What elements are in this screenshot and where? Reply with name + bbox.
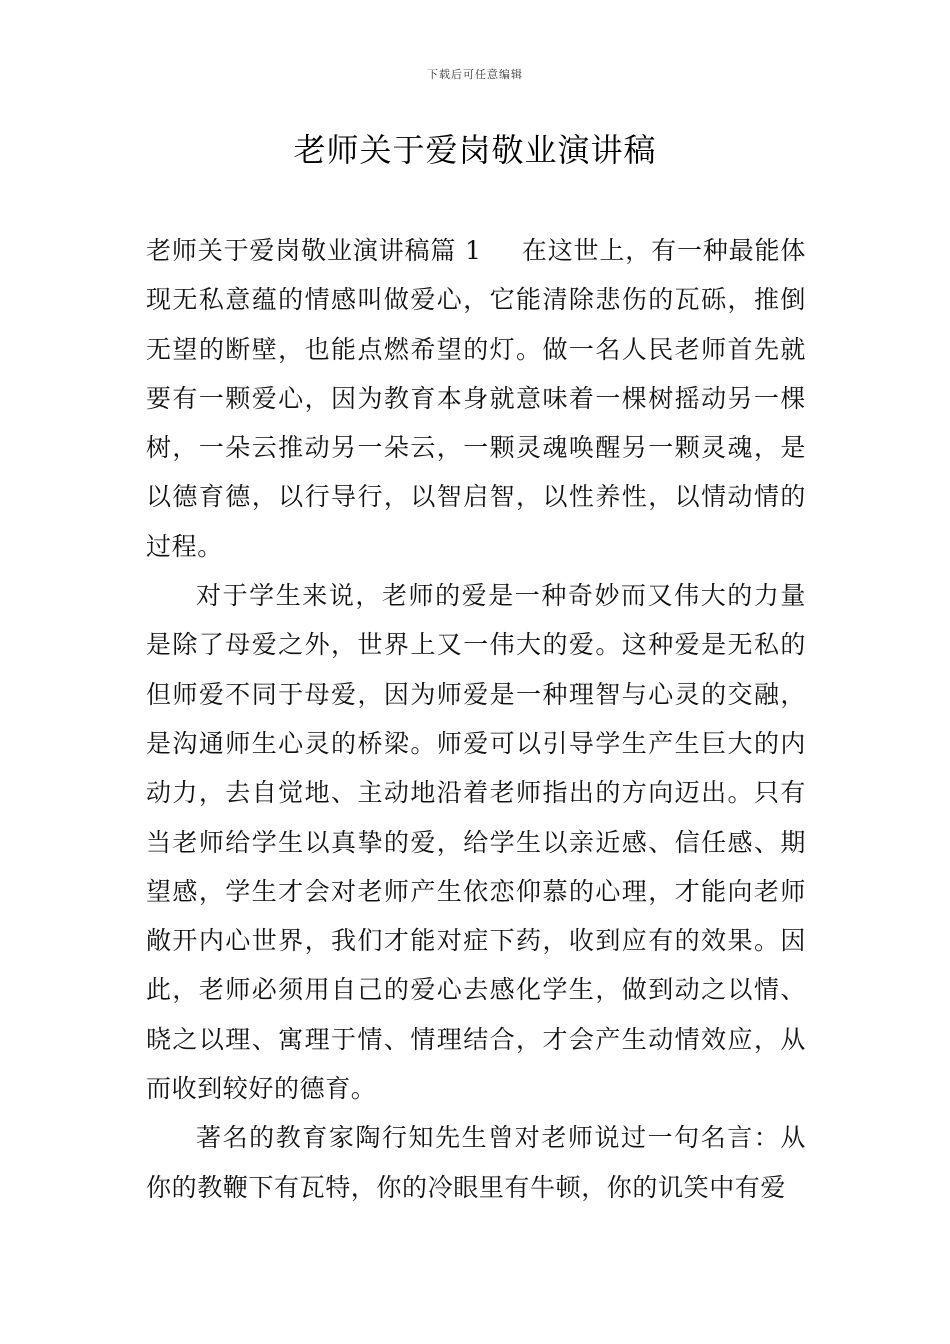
document-title: 老师关于爱岗敬业演讲稿 (293, 131, 657, 169)
section-heading: 老师关于爱岗敬业演讲稿篇 1 (146, 236, 482, 265)
paragraph-3: 著名的教育家陶行知先生曾对老师说过一句名言：从你的教鞭下有瓦特，你的冷眼里有牛顿，你的讥笑中有爱 (146, 1123, 806, 1202)
paragraph-1-text: 在这世上，有一种最能体现无私意蕴的情感叫做爱心，它能清除悲伤的瓦砾，推倒无望的断壁，也能点燃希望的灯。做一名人民老师首先就要有一颗爱心，因为教育本身就意味着一棵树摇动另一棵树，一朵云推动另一朵云，一颗灵魂唤醒另一颗灵魂，是以德育德，以行导行，以智启智，以性养性，以情动情的过程。 (146, 236, 806, 561)
paragraph-1 (146, 226, 806, 571)
paragraph-2: 对于学生来说，老师的爱是一种奇妙而又伟大的力量是除了母爱之外，世界上又一伟大的爱。这种爱是无私的但师爱不同于母爱，因为师爱是一种理智与心灵的交融，是沟通师生心灵的桥梁。师爱可以引导学生产生巨大的内动力，去自觉地、主动地沿着老师指出的方向迈出。只有当老师给学生以真挚的爱，给学生以亲近感、信任感、期望感，学生才会对老师产生依恋仰慕的心理，才能向老师敞开内心世界，我们才能对症下药，收到应有的效果。因此，老师必须用自己的爱心去感化学生，做到动之以情、晓之以理、寓理于情、情理结合，才会产生动情效应，从而收到较好的德育。 (146, 581, 806, 1104)
header-note: 下载后可任意编辑 (427, 68, 523, 81)
document-body (146, 226, 806, 1212)
